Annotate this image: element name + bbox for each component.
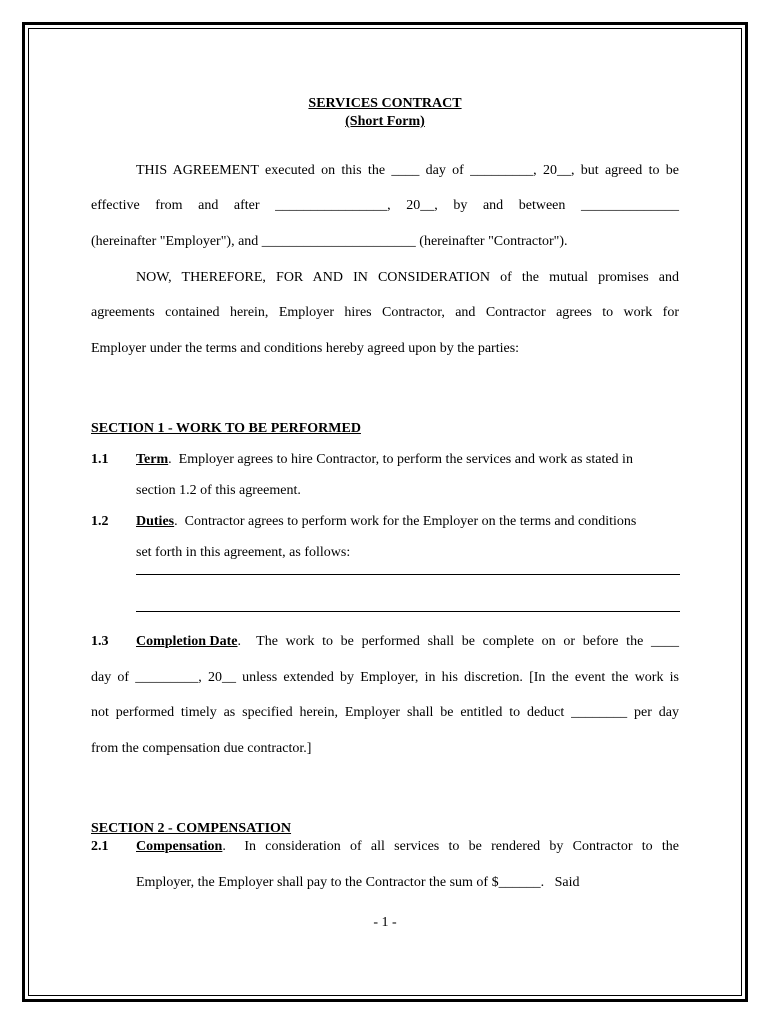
item-1-2-line-1 bbox=[136, 513, 679, 530]
item-2-1-number: 2.1 bbox=[91, 839, 109, 854]
item-1-1-text: . Employer agrees to hire Contractor, to perform the services and work as stated in bbox=[168, 452, 633, 467]
item-1-3-line-1 bbox=[136, 633, 679, 650]
item-1-2-line-2: set forth in this agreement, as follows: bbox=[136, 545, 351, 560]
item-2-1-text: . In consideration of all services to be rendered by Contractor to the bbox=[222, 839, 679, 854]
intro-line-2: effective from and after ________________, 20__, by and between ______________ bbox=[91, 198, 679, 213]
item-1-3-number: 1.3 bbox=[91, 634, 109, 649]
item-1-3-line-4: from the compensation due contractor.] bbox=[91, 741, 312, 756]
consideration-line-3: Employer under the terms and conditions hereby agreed upon by the parties: bbox=[91, 341, 520, 356]
item-1-2-number: 1.2 bbox=[91, 514, 109, 529]
item-1-2-label: Duties bbox=[136, 514, 175, 529]
item-2-1-line-1 bbox=[136, 838, 679, 855]
item-1-3-line-3: not performed timely as specified herein, Employer shall be entitled to deduct ________ per day bbox=[91, 705, 679, 720]
intro-line-1: THIS AGREEMENT executed on this the ____ day of _________, 20__, but agreed to be bbox=[136, 163, 679, 178]
duties-blank-line-1 bbox=[136, 574, 680, 575]
item-1-2-text: . Contractor agrees to perform work for the Employer on the terms and conditions bbox=[174, 514, 637, 529]
item-2-1-line-2: Employer, the Employer shall pay to the Contractor the sum of $______. Said bbox=[136, 875, 580, 890]
item-1-1-line-2: section 1.2 of this agreement. bbox=[136, 483, 301, 498]
item-1-3-line-2: day of _________, 20__ unless extended by Employer, in his discretion. [In the event the work is bbox=[91, 670, 679, 685]
intro-line-3: (hereinafter "Employer"), and ______________________ (hereinafter "Contractor"). bbox=[91, 234, 568, 249]
item-1-1-number: 1.1 bbox=[91, 452, 109, 467]
document-subtitle: (Short Form) bbox=[345, 114, 425, 129]
document-title: SERVICES CONTRACT bbox=[308, 96, 462, 111]
item-1-3-text: . The work to be performed shall be complete on or before the ____ bbox=[237, 634, 679, 649]
item-1-3-label: Completion Date bbox=[136, 634, 238, 649]
item-2-1-label: Compensation bbox=[136, 839, 223, 854]
item-1-1-line-1 bbox=[136, 451, 679, 468]
section-2-heading: SECTION 2 - COMPENSATION bbox=[91, 821, 292, 836]
section-1-heading: SECTION 1 - WORK TO BE PERFORMED bbox=[91, 421, 361, 436]
duties-blank-line-2 bbox=[136, 611, 680, 612]
consideration-line-1: NOW, THEREFORE, FOR AND IN CONSIDERATION of the mutual promises and bbox=[136, 270, 679, 285]
item-1-1-label: Term bbox=[136, 452, 169, 467]
consideration-line-2: agreements contained herein, Employer hires Contractor, and Contractor agrees to work for bbox=[91, 305, 679, 320]
page-number: - 1 - bbox=[373, 915, 397, 930]
